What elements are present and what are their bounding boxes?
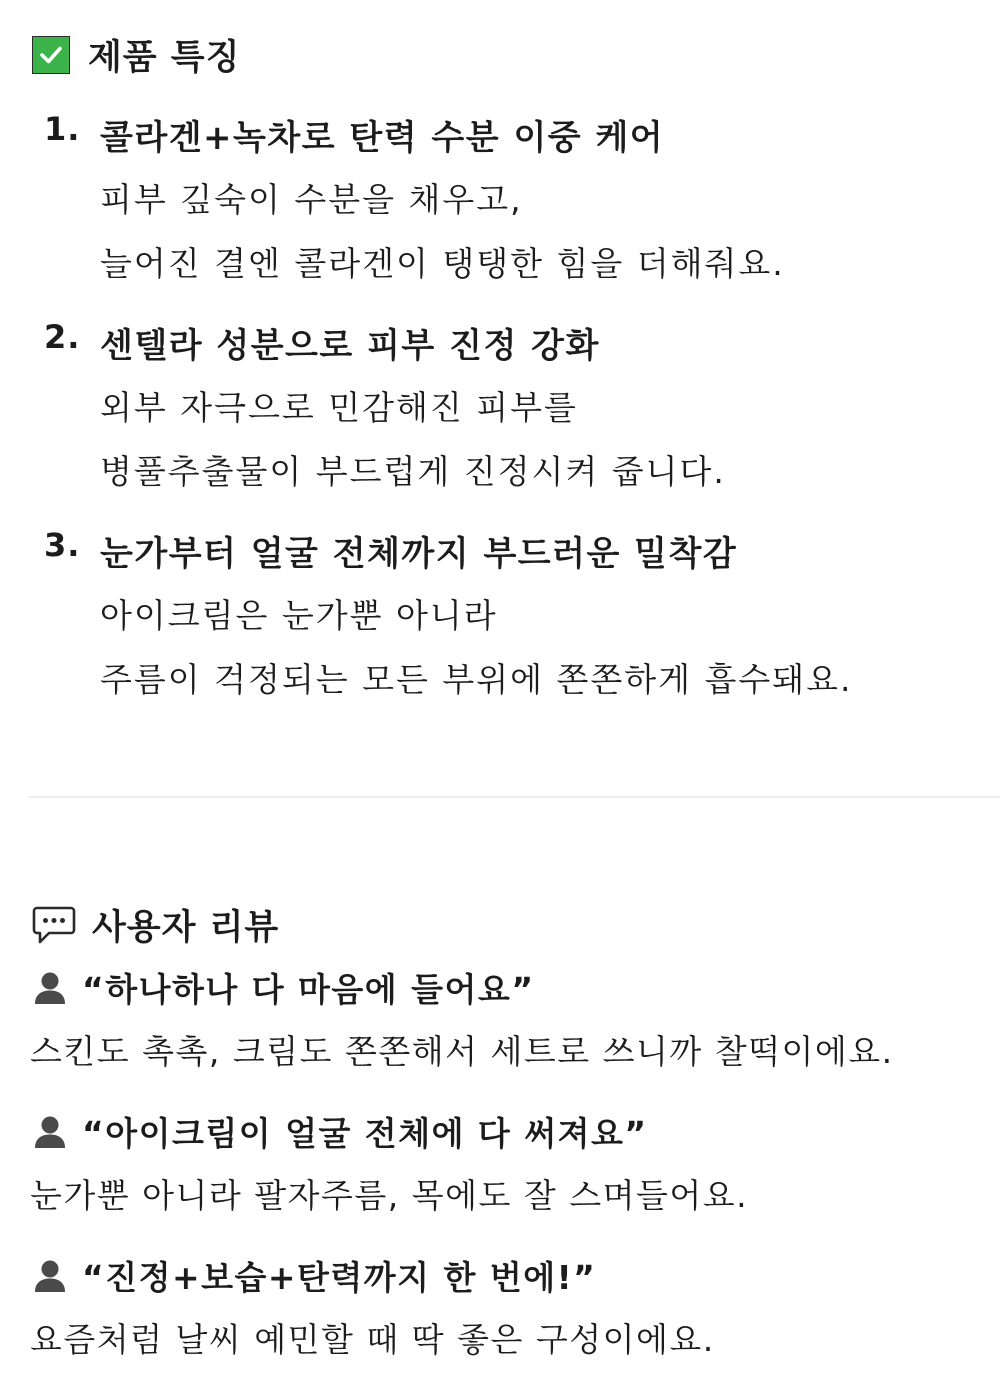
- speech-bubble-icon: [32, 905, 76, 945]
- review-title: [32, 1108, 648, 1155]
- review-title: [32, 964, 535, 1011]
- review-title: [32, 1252, 596, 1299]
- check-mark-icon: [32, 36, 70, 74]
- feature-description-line: 주름이 걱정되는 모든 부위에 쫀쫀하게 흡수돼요.: [100, 660, 853, 699]
- features-heading: [32, 30, 240, 80]
- feature-description-line: 피부 깊숙이 수분을 채우고,: [100, 180, 523, 219]
- review-title-text: “아이크림이 얼굴 전체에 다 써져요”: [82, 1114, 648, 1153]
- features-heading-text: 제품 특징: [88, 38, 241, 78]
- feature-description-line: 아이크림은 눈가뿐 아니라: [100, 596, 498, 635]
- feature-description-line: 외부 자극으로 민감해진 피부를: [100, 388, 578, 427]
- feature-number: 1.: [44, 110, 81, 148]
- review-body: 요즘처럼 날씨 예민할 때 딱 좋은 구성이에요.: [30, 1320, 715, 1359]
- review-title-text: “하나하나 다 마음에 들어요”: [82, 970, 535, 1009]
- review-body: 스킨도 촉촉, 크림도 쫀쫀해서 세트로 쓰니까 찰떡이에요.: [30, 1032, 894, 1071]
- review-body: 눈가뿐 아니라 팔자주름, 목에도 잘 스며들어요.: [30, 1176, 749, 1215]
- reviews-heading: [32, 900, 279, 950]
- person-icon: [32, 1114, 68, 1150]
- feature-title: 콜라겐+녹차로 탄력 수분 이중 케어: [100, 118, 665, 158]
- feature-title: 눈가부터 얼굴 전체까지 부드러운 밀착감: [100, 534, 738, 574]
- review-title-text: “진정+보습+탄력까지 한 번에!”: [82, 1258, 597, 1297]
- section-divider: [28, 796, 1000, 798]
- feature-description-line: 병풀추출물이 부드럽게 진정시켜 줍니다.: [100, 452, 726, 491]
- person-icon: [32, 970, 68, 1006]
- feature-title: 센텔라 성분으로 피부 진정 강화: [100, 326, 600, 366]
- reviews-heading-text: 사용자 리뷰: [92, 908, 280, 948]
- feature-number: 3.: [44, 526, 81, 564]
- feature-description-line: 늘어진 결엔 콜라겐이 탱탱한 힘을 더해줘요.: [100, 244, 785, 283]
- person-icon: [32, 1258, 68, 1294]
- feature-number: 2.: [44, 318, 81, 356]
